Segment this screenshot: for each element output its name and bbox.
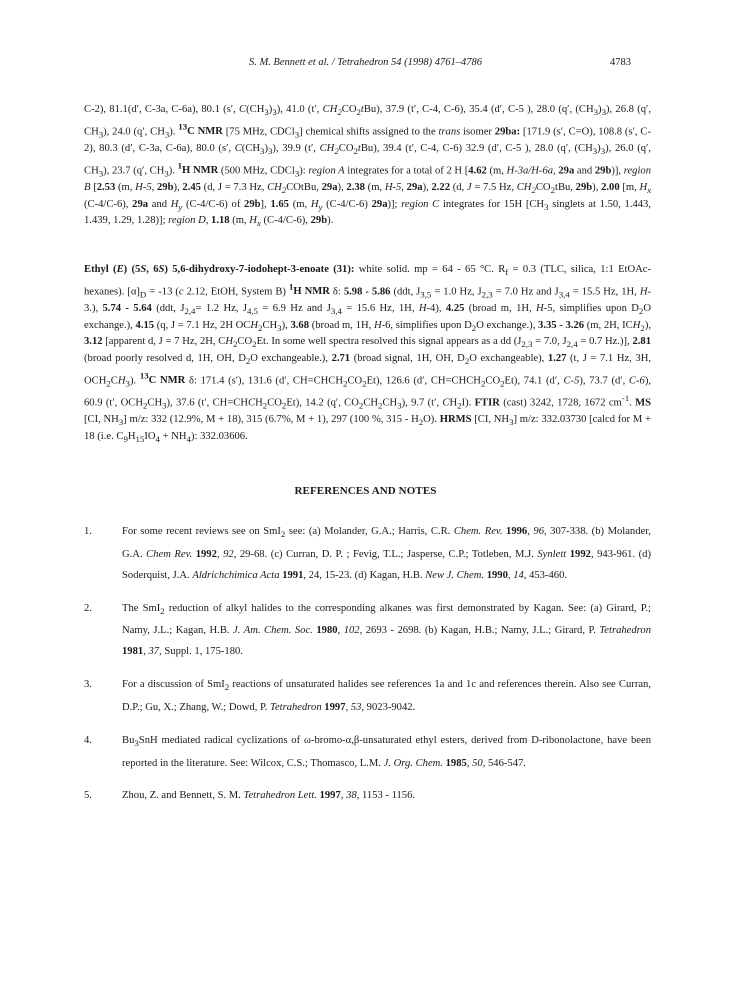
references-list	[84, 522, 651, 819]
reference-number: 4.	[84, 734, 92, 746]
reference-text: Zhou, Z. and Bennett, S. M. Tetrahedron Lett. 1997, 38, 1153 - 1156.	[122, 790, 416, 802]
compound-31-paragraph: Ethyl (E) (5S, 6S) 5,6-dihydroxy-7-iodohept-3-enoate (31): white solid. mp = 64 - 65 °C. $R_f = 0.3$ (TLC, silica, 1:1 EtOAc-hexanes). $[\alpha]_D = -13$ (c 2.12, EtOH, System B) $^1$H NMR δ: 5.98 - 5.86 (ddt, $J_{3,5} = 1.0$ Hz, $J_{2,3} = 7.0$ Hz and $J_{3,4} = 15.5$ Hz, 1H, H-3.), 5.74 - 5.64 (ddt, $J_{2,4}= 1.2$ Hz, $J_{4,5} = 6.9$ Hz and $J_{3,4} = 15.6$ Hz, 1H, H-4), 4.25 (broad m, 1H, H-5, simplifies upon $D_2O$ exchange.), 4.15 (q, J = 7.1 Hz, 2H $OCH_2CH_3$), 3.68 (broad m, 1H, H-6, simplifies upon $D_2O$ exchange.), 3.35 - 3.26 (m, 2H, $ICH_2$), 3.12 [apparent d, J = 7 Hz, 2H, $CH_2CO_2Et$. In some well spectra resolved this signal appears as a dd ($J_{2,3} = 7.0$, $J_{2,4} = 0.7$ Hz.)], 2.81 (broad poorly resolved d, 1H, OH, $D_2O$ exchangeable.), 2.71 (broad signal, 1H, OH, $D_2O$ exchangeable), 1.27 (t, J = 7.1 Hz, 3H, $OCH_2CH_3$). $^{13}$C NMR δ: 171.4 (s′), 131.6 (d′, $CH=CHCH_2CO_2Et$), 126.6 (d′, $CH=CHCH_2CO_2Et$), 74.1 (d′, C-5), 73.7 (d′, C-6), 60.9 (t′, $OCH_2CH_3$), 37.6 (t′, $CH=CHCH_2CO_2Et$), 14.2 (q′, $CO_2CH_2CH_3$), 9.7 (t′, $CH_2I$). FTIR (cast) 3242, 1728, 1672 $cm^{-1}$. MS [CI, $NH_3$] m/z: 332 (12.9%, M + 18), 315 (6.7%, M + 1), 297 (100 %, $315 - H_2O$). HRMS [CI, $NH_3$] m/z: 332.03730 [calcd for M + 18 (i.e. $C_9H_{15}IO_4 + NH_4$): 332.03606.	[84, 264, 652, 445]
reference-number: 1.	[84, 526, 92, 537]
reference-number: 2.	[84, 602, 92, 614]
reference-item	[84, 522, 651, 587]
reference-item	[84, 599, 651, 664]
page-number: 4783	[610, 57, 631, 68]
reference-number: 3.	[84, 679, 92, 690]
running-header	[0, 57, 731, 73]
reference-text: For some recent reviews see on SmI$_2$ see: (a) Molander, G.A.; Harris, C.R. Chem. Rev. 1996, 96, 307-338. (b) Molander, G.A. Chem Rev. 1992, 92, 29-68. (c) Curran, D. P. ; Fevig, T.L.; Jasperse, C.P.; Totleben, M.J. Synlett 1992, 943-961. (d) Soderquist, J.A. Aldrichchimica Acta 1991, 24, 15-23. (d) Kagan, H.B. New J. Chem. 1990, 14, 453-460.	[122, 526, 651, 581]
reference-text: The SmI$_2$ reduction of alkyl halides to the corresponding alkanes was first demonstrated by Kagan. See: (a) Girard, P.; Namy, J.L.; Kagan, H.B. J. Am. Chem. Soc. 1980, 102, 2693 - 2698. (b) Kagan, H.B.; Namy, J.L.; Girard, P. Tetrahedron 1981, 37, Suppl. 1, 175-180.	[122, 602, 652, 658]
reference-text: For a discussion of SmI$_2$ reactions of unsaturated halides see references 1a and 1c and references therein. Also see Curran, D.P.; Gu, X.; Zhang, W.; Dowd, P. Tetrahedron 1997, 53, 9023-9042.	[122, 679, 651, 713]
reference-number: 5.	[84, 790, 92, 802]
reference-item	[84, 786, 651, 807]
reference-text: $Bu_3SnH$ mediated radical cyclizations of ω-bromo-α,β-unsaturated ethyl esters, derived from D-ribonolactone, have been reported in the literature. See: Wilcox, C.S.; Thomasco, L.M. J. Org. Chem. 1985, 50, 546-547.	[122, 734, 651, 769]
header-citation: S. M. Bennett et al. / Tetrahedron 54 (1998) 4761–4786	[248, 57, 483, 68]
reference-item	[84, 731, 651, 775]
reference-item	[84, 675, 651, 719]
nmr-data-paragraph: C-2), 81.1(d′, C-3a, C-6a), 80.1 (s′, $C(CH_3)_3$), 41.0 (t′, $CH_2CO_2tBu$), 37.9 (t′, C-4, C-6), 35.4 (d′, C-5 ), 28.0 (q′, $(CH_3)_3$), 26.8 (q′, $CH_3$), 24.0 (q′, $CH_3$). $^{13}$C NMR [75 MHz, CDCl$_3$] chemical shifts assigned to the trans isomer 29ba: [171.9 (s′, C=O), 108.8 (s′, C-2), 80.3 (d′, C-3a, C-6a), 80.0 (s′, $C(CH_3)_3$), 39.9 (t′, $CH_2CO_2tBu$), 39.4 (t′, C-4, C-6) 32.9 (d′, C-5 ), 28.0 (q′, $(CH_3)_3$), 26.0 (q′, $CH_3$), 23.7 (q′, $CH_3$). $^1$H NMR (500 MHz, CDCl$_3$): region A integrates for a total of 2 H [4.62 (m, H-3a/H-6a, 29a and 29b)], region B [2.53 (m, H-5, 29b), 2.45 (d, J = 7.3 Hz, $CH_2COtBu$, 29a), 2.38 (m, H-5, 29a), 2.22 (d, J = 7.5 Hz, $CH_2CO_2tBu$, 29b), 2.00 [m, $H_x$ (C-4/C-6), 29a and $H_y$ (C-4/C-6) of 29b], 1.65 (m, $H_y$ (C-4/C-6) 29a)]; region C integrates for 15H [$CH_3$ singlets at 1.50, 1.443, 1.439, 1.29, 1.28)]; region D, 1.18 (m, $H_x$ (C-4/C-6), 29b).	[84, 104, 652, 229]
references-heading: REFERENCES AND NOTES	[294, 485, 437, 497]
